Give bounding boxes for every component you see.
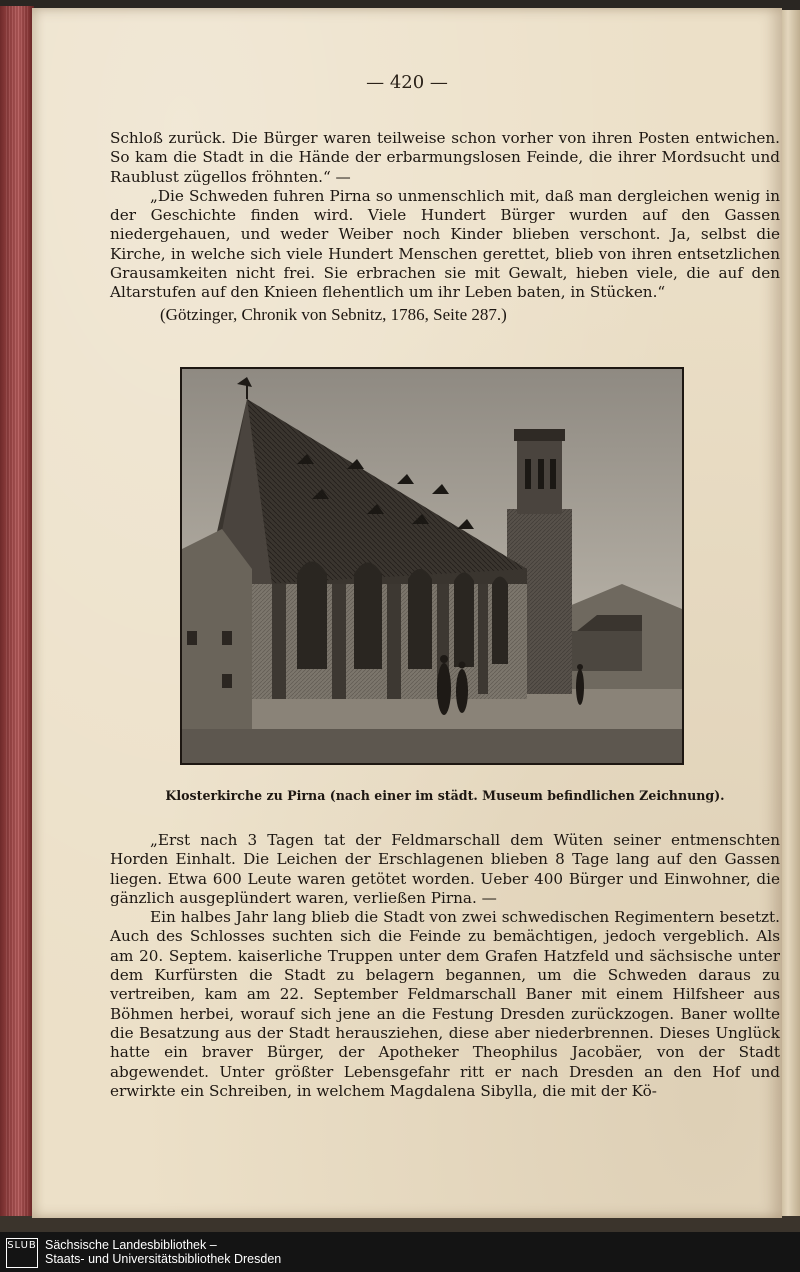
- text-block-lower: [110, 831, 780, 1101]
- paragraph: Ein halbes Jahr lang blieb die Stadt von zwei schwedischen Regimentern besetzt. Auch des Schlosses suchten sich die Feinde zu bemächtigen, jedoch vergeblich. Als am 20. Septem. kaiserliche Truppen unter dem Grafen Hatzfeld und sächsische unter dem Kurfürsten die Stadt zu belagern begannen, um die Schweden daraus zu vertreiben, kam am 22. September Feldmarschall Baner mit einem Hilfsheer aus Böhmen herbei, worauf sich jene an die Festung Dresden zurückzogen. Baner wollte die Besatzung aus der Stadt herausziehen, diese aber niederbrennen. Dieses Unglück hatte ein braver Bürger, der Apotheker Theophilus Jacobäer, von der Stadt abgewendet. Unter größter Lebensgefahr ritt er nach Dresden an den Hof und erwirkte ein Schreiben, in welchem Magdalena Sibylla, die mit der Kö-: [110, 908, 780, 1100]
- library-name-line2: Staats- und Universitätsbibliothek Dresden: [45, 1252, 282, 1266]
- library-name: [45, 1238, 281, 1266]
- figure-caption: Klosterkirche zu Pirna (nach einer im städt. Museum befindlichen Zeichnung).: [165, 788, 725, 803]
- page-stack-edge: [780, 10, 800, 1220]
- citation: (Götzinger, Chronik von Sebnitz, 1786, Seite 287.): [160, 304, 507, 324]
- library-logo[interactable]: SLUB: [6, 1238, 38, 1268]
- scan-bottom-edge: [0, 1216, 800, 1232]
- book-binding-edge: [0, 6, 34, 1218]
- book-page: [32, 8, 782, 1218]
- page-number: — 420 —: [366, 72, 448, 93]
- text-block-upper: [110, 129, 780, 324]
- paragraph: Schloß zurück. Die Bürger waren teilweise schon vorher von ihren Posten entwichen. So kam die Stadt in die Hände der erbarmungslosen Feinde, die ihrer Mordsucht und Raublust zügellos fröhnten.“ —: [110, 129, 780, 186]
- church-illustration: [180, 367, 684, 765]
- paragraph-quote: „Die Schweden fuhren Pirna so unmenschlich mit, daß man dergleichen wenig in der Geschichte finden wird. Viele Hundert Bürger wurden auf den Gassen niedergehauen, und weder Weiber noch Kinder blieben verschont. Ja, selbst die Kirche, in welche sich viele Hundert Menschen gerettet, blieb von ihren entsetzlichen Grausamkeiten nicht frei. Sie erbrachen sie mit Gewalt, hieben viele, die auf den Altarstufen auf den Knieen flehentlich um ihr Leben baten, in Stücken.“: [110, 186, 780, 302]
- footer-bar: [0, 1232, 800, 1272]
- church-drawing: [182, 369, 682, 763]
- library-name-line1: Sächsische Landesbibliothek –: [45, 1238, 217, 1252]
- paragraph-quote: „Erst nach 3 Tagen tat der Feldmarschall dem Wüten seiner entmenschten Horden Einhalt. Die Leichen der Erschlagenen blieben 8 Tage lang auf den Gassen liegen. Etwa 600 Leute waren getötet worden. Ueber 400 Bürger und Einwohner, die gänzlich ausgeplündert waren, verließen Pirna. —: [110, 831, 780, 907]
